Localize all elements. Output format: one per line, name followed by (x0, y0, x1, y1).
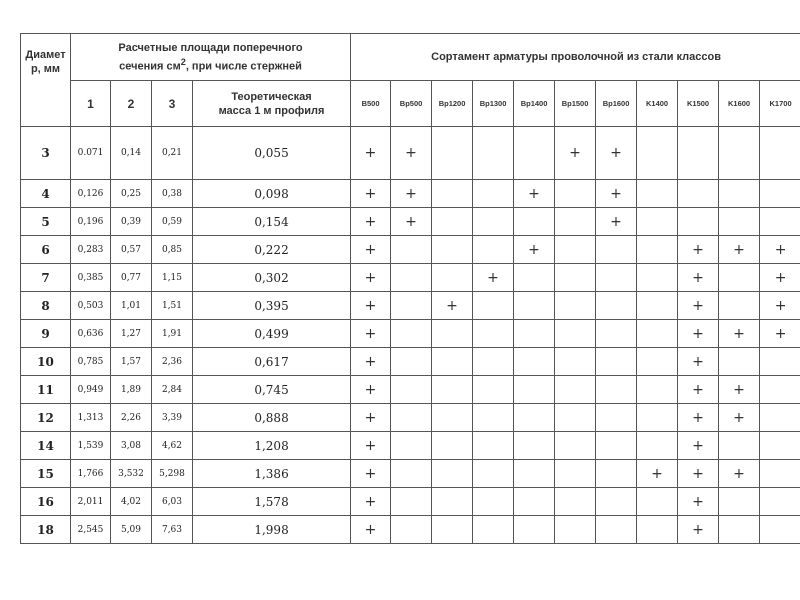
class-mark-cell: + (514, 180, 555, 208)
area-1-cell: 0,785 (71, 348, 111, 376)
class-header: K1400 (637, 81, 678, 127)
mass-cell: 1,998 (193, 516, 351, 544)
class-mark-cell: + (719, 236, 760, 264)
class-mark-cell (391, 460, 432, 488)
class-mark-cell (596, 488, 637, 516)
areas-header-line2a: сечения см (119, 60, 181, 73)
col-2-header: 2 (111, 81, 152, 127)
area-3-cell: 1,15 (152, 264, 193, 292)
area-3-cell: 1,91 (152, 320, 193, 348)
class-mark-cell (596, 264, 637, 292)
class-mark-cell: + (351, 180, 391, 208)
areas-header-line1: Расчетные площади поперечного (118, 41, 303, 54)
areas-header-sup: 2 (180, 56, 186, 67)
class-mark-cell (596, 320, 637, 348)
class-mark-cell (432, 320, 473, 348)
class-mark-cell (637, 236, 678, 264)
class-mark-cell (678, 127, 719, 180)
class-mark-cell (555, 376, 596, 404)
class-mark-cell: + (351, 516, 391, 544)
class-mark-cell (719, 180, 760, 208)
class-mark-cell: + (351, 460, 391, 488)
class-mark-cell (637, 516, 678, 544)
class-mark-cell (432, 127, 473, 180)
area-1-cell: 0,636 (71, 320, 111, 348)
area-2-cell: 0,39 (111, 208, 152, 236)
class-mark-cell: + (678, 488, 719, 516)
class-mark-cell (637, 208, 678, 236)
class-mark-cell: + (351, 320, 391, 348)
table-row (21, 180, 800, 208)
area-2-cell: 2,26 (111, 404, 152, 432)
assortment-header: Сортамент арматуры проволочной из стали классов (351, 34, 800, 81)
class-mark-cell (473, 208, 514, 236)
class-mark-cell (555, 460, 596, 488)
class-mark-cell (391, 264, 432, 292)
class-mark-cell: + (432, 292, 473, 320)
area-2-cell: 1,57 (111, 348, 152, 376)
class-header: Bp1600 (596, 81, 637, 127)
class-mark-cell (678, 180, 719, 208)
table-row (21, 516, 800, 544)
table-row (21, 264, 800, 292)
class-mark-cell (473, 516, 514, 544)
class-header: Bp1200 (432, 81, 473, 127)
class-mark-cell (555, 348, 596, 376)
class-mark-cell: + (351, 236, 391, 264)
class-mark-cell: + (678, 320, 719, 348)
mass-cell: 0,499 (193, 320, 351, 348)
class-mark-cell (637, 488, 678, 516)
class-mark-cell (514, 460, 555, 488)
area-2-cell: 1,01 (111, 292, 152, 320)
class-mark-cell (719, 264, 760, 292)
class-mark-cell (555, 236, 596, 264)
class-mark-cell: + (678, 376, 719, 404)
area-1-cell: 2,545 (71, 516, 111, 544)
class-mark-cell (432, 264, 473, 292)
diameter-header: Диаметр, мм (21, 34, 71, 127)
class-mark-cell: + (678, 292, 719, 320)
diameter-cell: 9 (21, 320, 71, 348)
class-mark-cell: + (514, 236, 555, 264)
mass-cell: 0,222 (193, 236, 351, 264)
reinforcement-table (20, 33, 800, 544)
class-mark-cell (596, 432, 637, 460)
class-mark-cell: + (678, 404, 719, 432)
area-2-cell: 0,77 (111, 264, 152, 292)
class-mark-cell (432, 236, 473, 264)
area-1-cell: 2,011 (71, 488, 111, 516)
class-mark-cell (391, 376, 432, 404)
mass-cell: 0,302 (193, 264, 351, 292)
class-mark-cell (514, 348, 555, 376)
class-mark-cell (473, 348, 514, 376)
class-header: Bp500 (391, 81, 432, 127)
area-1-cell: 0,503 (71, 292, 111, 320)
mass-cell: 0,617 (193, 348, 351, 376)
mass-cell: 0,154 (193, 208, 351, 236)
diameter-cell: 15 (21, 460, 71, 488)
class-mark-cell: + (391, 208, 432, 236)
area-3-cell: 6,03 (152, 488, 193, 516)
class-mark-cell: + (351, 264, 391, 292)
class-mark-cell: + (596, 127, 637, 180)
diameter-cell: 18 (21, 516, 71, 544)
class-mark-cell: + (596, 180, 637, 208)
class-mark-cell (555, 292, 596, 320)
area-3-cell: 0,85 (152, 236, 193, 264)
class-mark-cell: + (760, 292, 800, 320)
class-mark-cell (432, 404, 473, 432)
area-3-cell: 7,63 (152, 516, 193, 544)
areas-header-line2b: , при числе стержней (185, 60, 302, 73)
diameter-cell: 12 (21, 404, 71, 432)
mass-header-line1: Теоретическая (231, 90, 312, 103)
class-mark-cell: + (760, 320, 800, 348)
mass-cell: 0,055 (193, 127, 351, 180)
area-3-cell: 4,62 (152, 432, 193, 460)
class-mark-cell (719, 516, 760, 544)
area-2-cell: 3,08 (111, 432, 152, 460)
area-1-cell: 0,385 (71, 264, 111, 292)
class-header: K1700 (760, 81, 800, 127)
diameter-cell: 8 (21, 292, 71, 320)
area-3-cell: 0,38 (152, 180, 193, 208)
class-mark-cell (473, 460, 514, 488)
class-mark-cell (514, 516, 555, 544)
class-mark-cell (760, 488, 800, 516)
class-mark-cell (760, 432, 800, 460)
area-3-cell: 0,59 (152, 208, 193, 236)
class-mark-cell: + (351, 404, 391, 432)
class-mark-cell (432, 432, 473, 460)
class-mark-cell (719, 127, 760, 180)
area-2-cell: 1,27 (111, 320, 152, 348)
class-mark-cell (596, 236, 637, 264)
table-row (21, 127, 800, 180)
class-mark-cell: + (760, 264, 800, 292)
class-mark-cell (514, 404, 555, 432)
class-mark-cell (637, 320, 678, 348)
class-mark-cell: + (391, 127, 432, 180)
class-mark-cell (719, 348, 760, 376)
class-mark-cell (637, 432, 678, 460)
class-mark-cell (678, 208, 719, 236)
class-mark-cell: + (678, 264, 719, 292)
class-mark-cell (473, 404, 514, 432)
class-mark-cell (514, 376, 555, 404)
class-mark-cell: + (719, 460, 760, 488)
class-mark-cell (473, 488, 514, 516)
table-row (21, 348, 800, 376)
class-mark-cell (432, 516, 473, 544)
class-mark-cell: + (678, 236, 719, 264)
class-mark-cell: + (678, 516, 719, 544)
class-mark-cell (473, 320, 514, 348)
class-mark-cell: + (719, 376, 760, 404)
class-mark-cell (555, 404, 596, 432)
class-mark-cell (760, 208, 800, 236)
area-2-cell: 0,14 (111, 127, 152, 180)
table-row (21, 236, 800, 264)
diameter-cell: 16 (21, 488, 71, 516)
class-mark-cell (432, 460, 473, 488)
class-mark-cell (637, 348, 678, 376)
class-mark-cell (514, 292, 555, 320)
mass-cell: 1,578 (193, 488, 351, 516)
class-mark-cell: + (351, 488, 391, 516)
class-mark-cell (596, 376, 637, 404)
class-mark-cell (760, 376, 800, 404)
class-mark-cell (473, 376, 514, 404)
area-2-cell: 4,02 (111, 488, 152, 516)
mass-cell: 1,208 (193, 432, 351, 460)
area-3-cell: 3,39 (152, 404, 193, 432)
mass-cell: 0,098 (193, 180, 351, 208)
class-mark-cell (760, 404, 800, 432)
area-3-cell: 2,84 (152, 376, 193, 404)
class-mark-cell: + (391, 180, 432, 208)
class-mark-cell (391, 516, 432, 544)
class-mark-cell (391, 488, 432, 516)
class-mark-cell (391, 348, 432, 376)
diameter-cell: 10 (21, 348, 71, 376)
class-mark-cell: + (555, 127, 596, 180)
area-2-cell: 0,25 (111, 180, 152, 208)
class-header: Bp1300 (473, 81, 514, 127)
class-mark-cell (391, 292, 432, 320)
class-mark-cell (760, 127, 800, 180)
class-mark-cell (391, 404, 432, 432)
diameter-cell: 11 (21, 376, 71, 404)
class-mark-cell: + (760, 236, 800, 264)
class-mark-cell (637, 127, 678, 180)
class-mark-cell (391, 432, 432, 460)
mass-cell: 0,745 (193, 376, 351, 404)
class-mark-cell (473, 236, 514, 264)
class-mark-cell (596, 516, 637, 544)
class-mark-cell (473, 292, 514, 320)
class-mark-cell (432, 348, 473, 376)
class-mark-cell (473, 127, 514, 180)
class-mark-cell (432, 488, 473, 516)
table-row (21, 208, 800, 236)
class-mark-cell: + (351, 127, 391, 180)
class-mark-cell: + (473, 264, 514, 292)
class-mark-cell: + (351, 292, 391, 320)
diameter-cell: 4 (21, 180, 71, 208)
class-mark-cell (760, 348, 800, 376)
mass-cell: 0,395 (193, 292, 351, 320)
class-mark-cell (719, 208, 760, 236)
class-mark-cell (637, 264, 678, 292)
class-mark-cell (514, 432, 555, 460)
diameter-cell: 7 (21, 264, 71, 292)
class-mark-cell (637, 180, 678, 208)
class-mark-cell: + (351, 432, 391, 460)
area-2-cell: 0,57 (111, 236, 152, 264)
class-mark-cell (596, 348, 637, 376)
class-mark-cell (637, 292, 678, 320)
class-mark-cell: + (351, 376, 391, 404)
class-mark-cell: + (719, 320, 760, 348)
class-header: B500 (351, 81, 391, 127)
class-header: K1500 (678, 81, 719, 127)
diameter-cell: 5 (21, 208, 71, 236)
class-mark-cell (514, 127, 555, 180)
class-mark-cell (637, 376, 678, 404)
class-mark-cell (760, 460, 800, 488)
class-mark-cell (719, 488, 760, 516)
class-mark-cell: + (351, 208, 391, 236)
area-2-cell: 1,89 (111, 376, 152, 404)
table-row (21, 488, 800, 516)
class-mark-cell (596, 292, 637, 320)
area-2-cell: 5,09 (111, 516, 152, 544)
area-3-cell: 5,298 (152, 460, 193, 488)
areas-header (71, 34, 351, 81)
class-mark-cell (555, 516, 596, 544)
area-2-cell: 3,532 (111, 460, 152, 488)
class-mark-cell (555, 432, 596, 460)
class-mark-cell: + (596, 208, 637, 236)
class-mark-cell (555, 320, 596, 348)
class-header: Bp1400 (514, 81, 555, 127)
area-1-cell: 1,539 (71, 432, 111, 460)
class-header: Bp1500 (555, 81, 596, 127)
class-mark-cell: + (351, 348, 391, 376)
class-mark-cell (760, 180, 800, 208)
area-1-cell: 1,313 (71, 404, 111, 432)
class-mark-cell (391, 320, 432, 348)
class-mark-cell (432, 180, 473, 208)
col-1-header: 1 (71, 81, 111, 127)
class-mark-cell (555, 180, 596, 208)
area-1-cell: 0.071 (71, 127, 111, 180)
class-mark-cell (514, 208, 555, 236)
class-mark-cell (514, 488, 555, 516)
class-mark-cell (391, 236, 432, 264)
class-mark-cell (555, 264, 596, 292)
class-header: K1600 (719, 81, 760, 127)
table-row (21, 320, 800, 348)
class-mark-cell (760, 516, 800, 544)
table-row (21, 432, 800, 460)
class-mark-cell (596, 404, 637, 432)
class-mark-cell (637, 404, 678, 432)
diameter-cell: 6 (21, 236, 71, 264)
col-3-header: 3 (152, 81, 193, 127)
class-mark-cell: + (678, 460, 719, 488)
class-mark-cell (514, 264, 555, 292)
table-row (21, 292, 800, 320)
mass-header (193, 81, 351, 127)
class-mark-cell (432, 376, 473, 404)
area-1-cell: 0,283 (71, 236, 111, 264)
class-mark-cell (555, 208, 596, 236)
area-3-cell: 1,51 (152, 292, 193, 320)
class-mark-cell (555, 488, 596, 516)
class-mark-cell (596, 460, 637, 488)
class-mark-cell: + (678, 348, 719, 376)
area-1-cell: 1,766 (71, 460, 111, 488)
area-3-cell: 2,36 (152, 348, 193, 376)
diameter-cell: 14 (21, 432, 71, 460)
mass-header-line2: масса 1 м профиля (218, 104, 325, 117)
table-row (21, 404, 800, 432)
area-1-cell: 0,196 (71, 208, 111, 236)
class-mark-cell (719, 292, 760, 320)
area-1-cell: 0,126 (71, 180, 111, 208)
area-1-cell: 0,949 (71, 376, 111, 404)
class-mark-cell (432, 208, 473, 236)
table-row (21, 460, 800, 488)
class-mark-cell (514, 320, 555, 348)
area-3-cell: 0,21 (152, 127, 193, 180)
diameter-cell: 3 (21, 127, 71, 180)
class-mark-cell (719, 432, 760, 460)
table-row (21, 376, 800, 404)
class-mark-cell: + (637, 460, 678, 488)
class-mark-cell: + (678, 432, 719, 460)
mass-cell: 1,386 (193, 460, 351, 488)
class-mark-cell (473, 180, 514, 208)
class-mark-cell (473, 432, 514, 460)
mass-cell: 0,888 (193, 404, 351, 432)
class-mark-cell: + (719, 404, 760, 432)
